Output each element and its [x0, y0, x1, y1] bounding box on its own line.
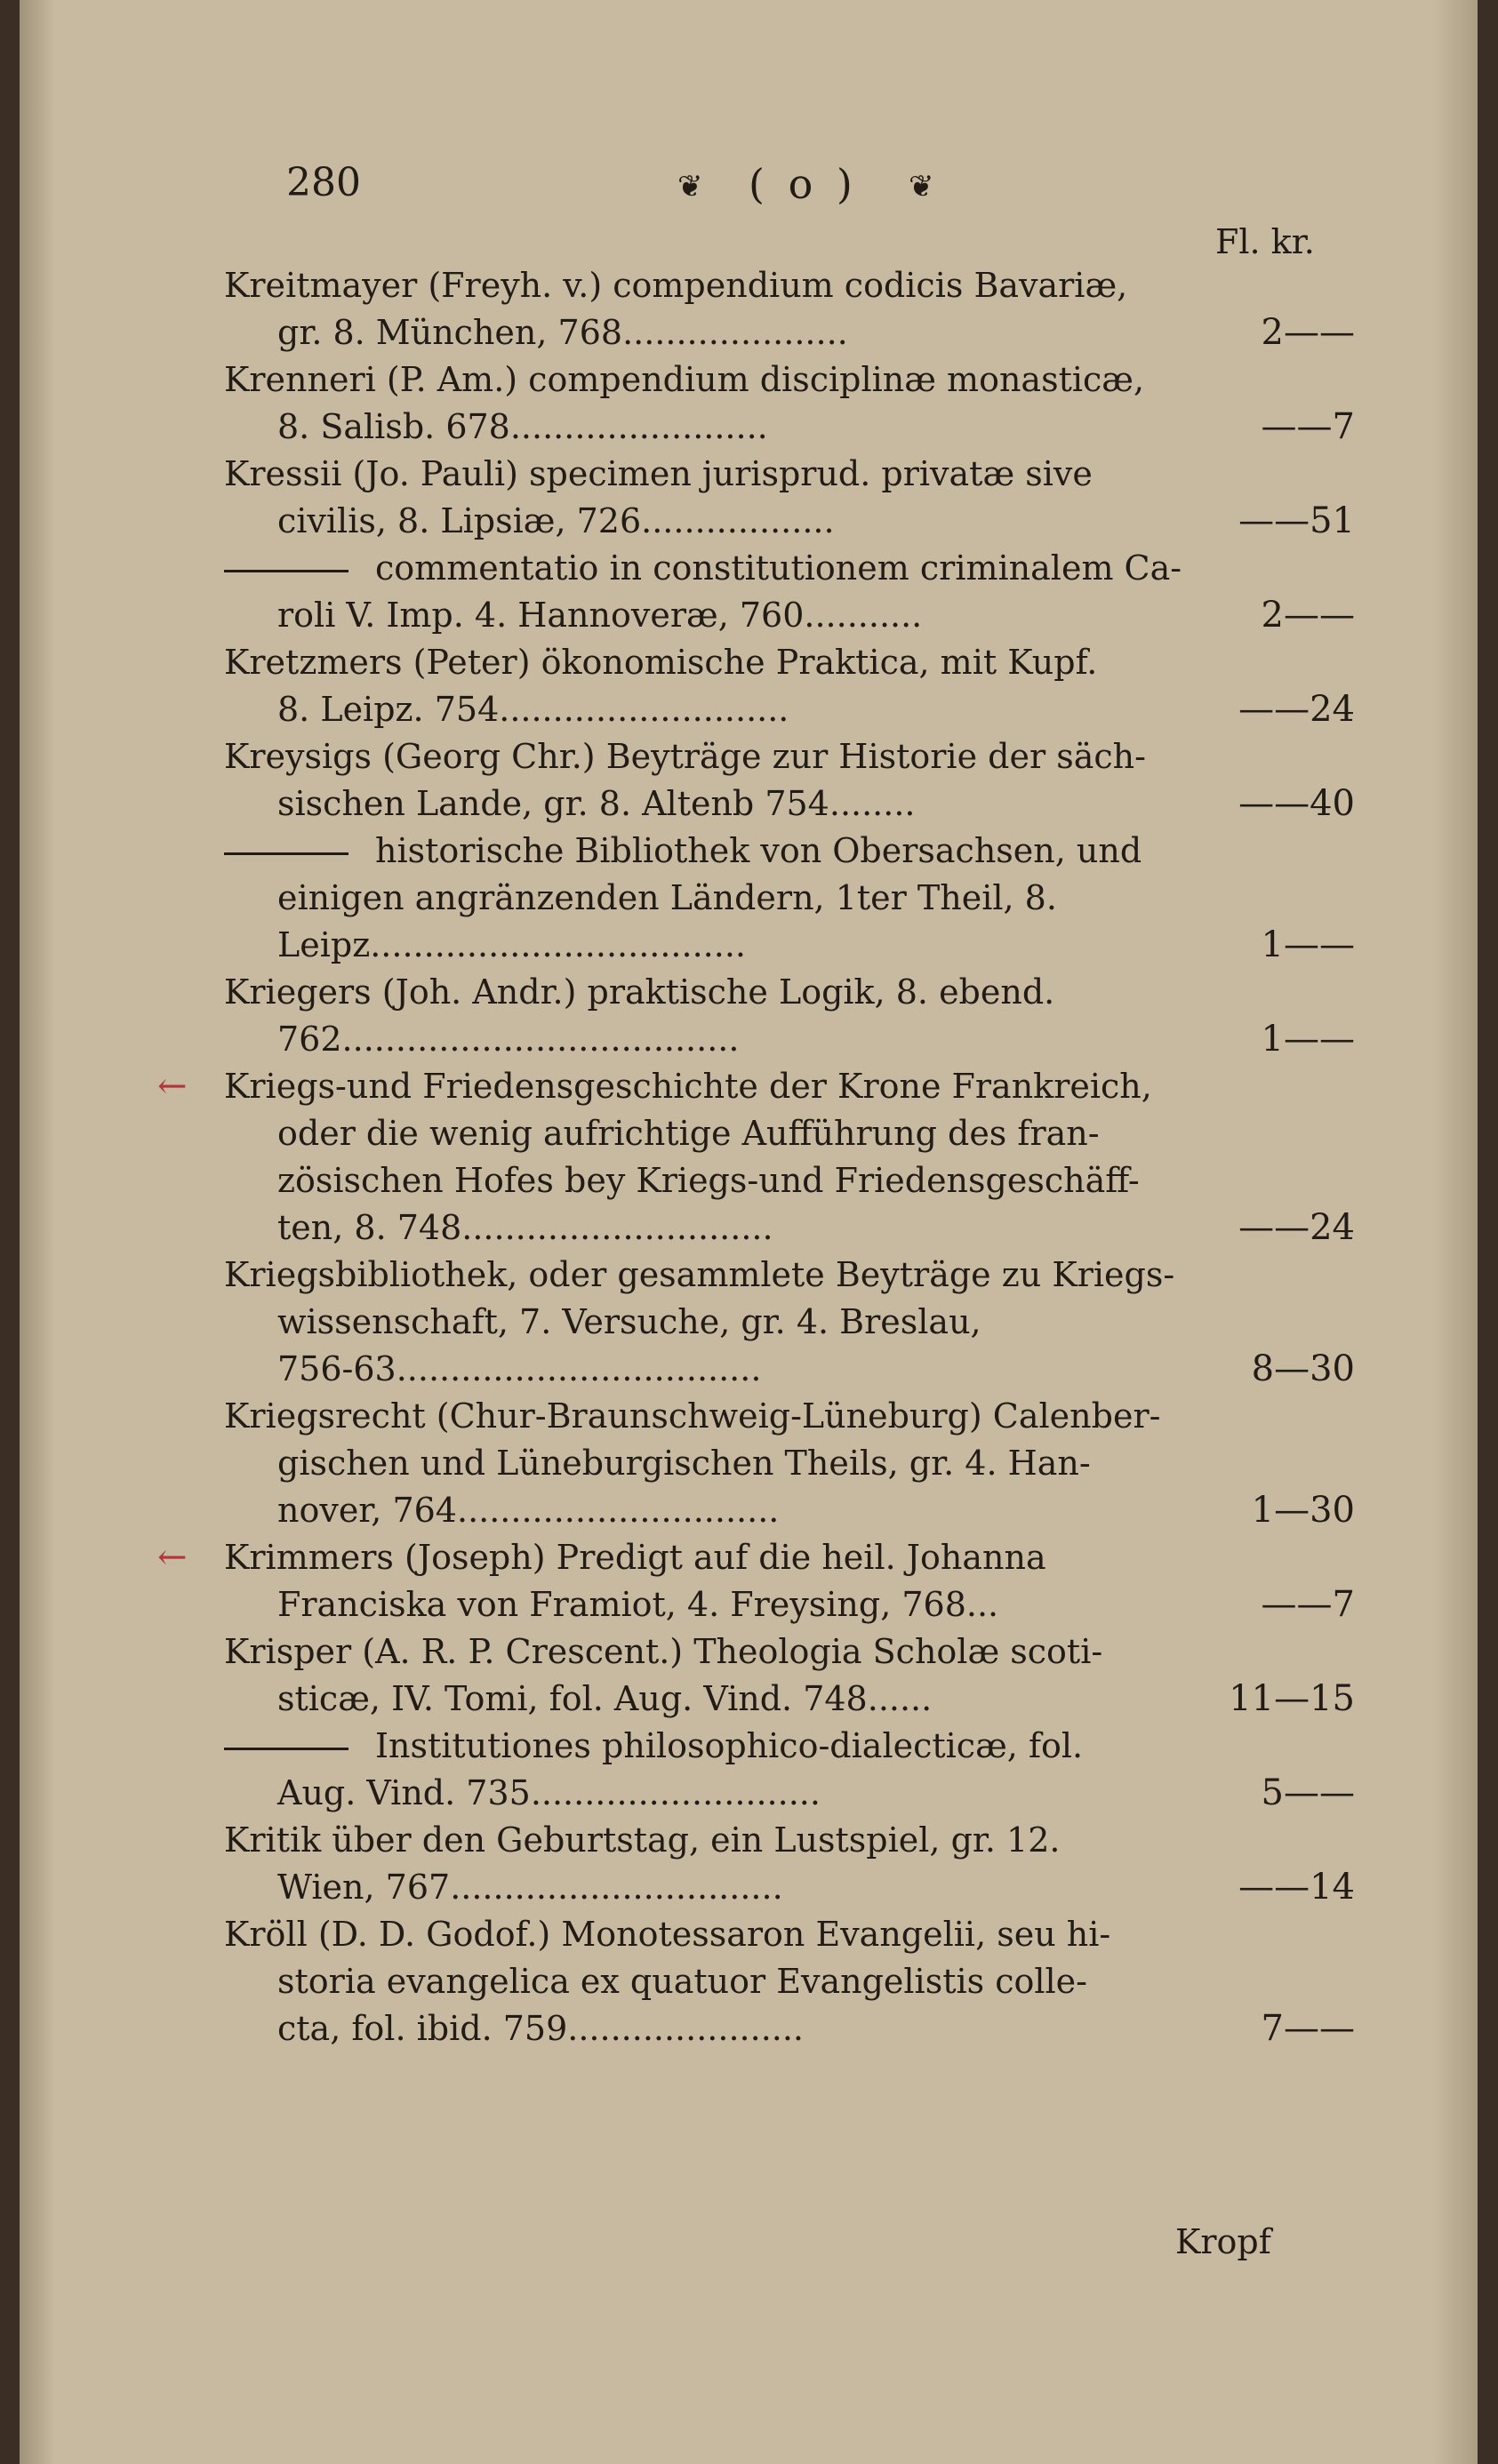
- page-header: [286, 160, 1264, 222]
- entry-price: ——40: [1238, 783, 1355, 824]
- entry-line: Leipz...................................: [277, 925, 746, 964]
- catalog-entry: [224, 733, 1355, 828]
- entry-line: civilis, 8. Lipsiæ, 726..................: [277, 501, 835, 540]
- entry-line: einigen angränzenden Ländern, 1ter Theil, 8.: [277, 878, 1057, 917]
- entry-line: storia evangelica ex quatuor Evangelistis colle-: [277, 1962, 1087, 2001]
- entry-line: Kriegs-und Friedensgeschichte der Krone Frankreich,: [224, 1067, 1152, 1106]
- catalog-entry: [224, 545, 1355, 639]
- entry-price: 1——: [1261, 924, 1355, 965]
- catalog-entry: [224, 1723, 1355, 1817]
- entry-line: zösischen Hofes bey Kriegs-und Friedensgeschäff-: [277, 1161, 1140, 1200]
- entry-line: roli V. Imp. 4. Hannoveræ, 760...........: [277, 596, 923, 635]
- page-title: ( o ): [749, 160, 858, 208]
- entry-line: Franciska von Framiot, 4. Freysing, 768...: [277, 1585, 999, 1624]
- entry-price: 11—15: [1229, 1678, 1355, 1719]
- catalog-entry: [157, 1063, 1355, 1252]
- catalog-entry: [224, 1252, 1355, 1393]
- book-page: [20, 0, 1478, 2464]
- entry-price: 2——: [1261, 312, 1355, 353]
- ornament-right-icon: ❦: [909, 169, 934, 204]
- catalog-entry: [224, 969, 1355, 1063]
- red-margin-mark-icon: ←: [157, 1066, 188, 1107]
- entry-line: 762.....................................: [277, 1020, 740, 1059]
- entry-line: ten, 8. 748.............................: [277, 1208, 773, 1247]
- entry-line: nover, 764..............................: [277, 1491, 780, 1530]
- entry-line: Krenneri (P. Am.) compendium disciplinæ monasticæ,: [224, 360, 1145, 399]
- currency-label: Fl. kr.: [1215, 222, 1315, 261]
- entry-line: Krisper (A. R. P. Crescent.) Theologia Scholæ scoti-: [224, 1632, 1103, 1671]
- entry-line: Kressii (Jo. Pauli) specimen jurisprud. privatæ sive: [224, 454, 1093, 493]
- entry-price: ——7: [1261, 406, 1355, 447]
- catalog-entry: [224, 451, 1355, 545]
- entry-line: Kretzmers (Peter) ökonomische Praktica, mit Kupf.: [224, 643, 1098, 682]
- entry-price: 5——: [1261, 1772, 1355, 1813]
- entry-line: Krimmers (Joseph) Predigt auf die heil. Johanna: [224, 1538, 1046, 1577]
- entry-line: commentatio in constitutionem criminalem Ca-: [224, 545, 1335, 592]
- catalog-entry: [224, 262, 1355, 356]
- entry-line: historische Bibliothek von Obersachsen, und: [224, 828, 1335, 875]
- entry-line: wissenschaft, 7. Versuche, gr. 4. Breslau,: [277, 1302, 981, 1341]
- page-number: 280: [286, 160, 361, 205]
- entry-line: Aug. Vind. 735...........................: [277, 1773, 821, 1812]
- entry-price: ——24: [1238, 689, 1355, 730]
- entry-line: Kriegsrecht (Chur-Braunschweig-Lüneburg) Calenber-: [224, 1396, 1161, 1436]
- red-margin-mark-icon: ←: [157, 1537, 188, 1578]
- entry-line: Kriegsbibliothek, oder gesammlete Beyträge zu Kriegs-: [224, 1255, 1175, 1294]
- entry-price: ——24: [1238, 1207, 1355, 1248]
- ornament-left-icon: ❦: [677, 169, 703, 204]
- entry-line: sischen Lande, gr. 8. Altenb 754........: [277, 784, 916, 823]
- entry-line: Wien, 767...............................: [277, 1868, 783, 1907]
- entry-price: 1——: [1261, 1019, 1355, 1060]
- catalog-entry: [224, 356, 1355, 451]
- catalog-entry: [224, 639, 1355, 733]
- entry-line: Kröll (D. D. Godof.) Monotessaron Evangelii, seu hi-: [224, 1915, 1111, 1954]
- catalog-entry: [224, 828, 1355, 969]
- entry-price: ——51: [1238, 500, 1355, 541]
- entry-price: ——14: [1238, 1867, 1355, 1908]
- entry-line: Kreitmayer (Freyh. v.) compendium codicis Bavariæ,: [224, 266, 1128, 305]
- catalog-entry: [224, 1817, 1355, 1911]
- entry-price: ——7: [1261, 1584, 1355, 1625]
- catalog-entry: [157, 1534, 1355, 1628]
- entry-line: Kritik über den Geburtstag, ein Lustspiel, gr. 12.: [224, 1820, 1061, 1860]
- entry-line: Kriegers (Joh. Andr.) praktische Logik, 8. ebend.: [224, 972, 1055, 1012]
- entry-line: 8. Salisb. 678........................: [277, 407, 768, 446]
- catalog-entry: [224, 1911, 1355, 2052]
- entry-line: gischen und Lüneburgischen Theils, gr. 4. Han-: [277, 1444, 1091, 1483]
- entry-line: Institutiones philosophico-dialecticæ, fol.: [224, 1723, 1335, 1770]
- catalog-entry: [224, 1393, 1355, 1534]
- entry-line: cta, fol. ibid. 759......................: [277, 2009, 805, 2048]
- entry-line: gr. 8. München, 768.....................: [277, 313, 848, 352]
- entry-price: 8—30: [1251, 1348, 1355, 1389]
- catalog-entries: [157, 262, 1355, 2052]
- entry-line: 756-63..................................: [277, 1349, 762, 1388]
- catalog-entry: [224, 1628, 1355, 1723]
- catchword: Kropf: [1175, 2222, 1271, 2261]
- entry-line: oder die wenig aufrichtige Aufführung des fran-: [277, 1114, 1100, 1153]
- entry-line: sticæ, IV. Tomi, fol. Aug. Vind. 748......: [277, 1679, 933, 1718]
- entry-price: 1—30: [1251, 1490, 1355, 1531]
- entry-price: 7——: [1261, 2008, 1355, 2049]
- entry-price: 2——: [1261, 595, 1355, 636]
- entry-line: Kreysigs (Georg Chr.) Beyträge zur Historie der säch-: [224, 737, 1146, 776]
- entry-line: 8. Leipz. 754...........................: [277, 690, 789, 729]
